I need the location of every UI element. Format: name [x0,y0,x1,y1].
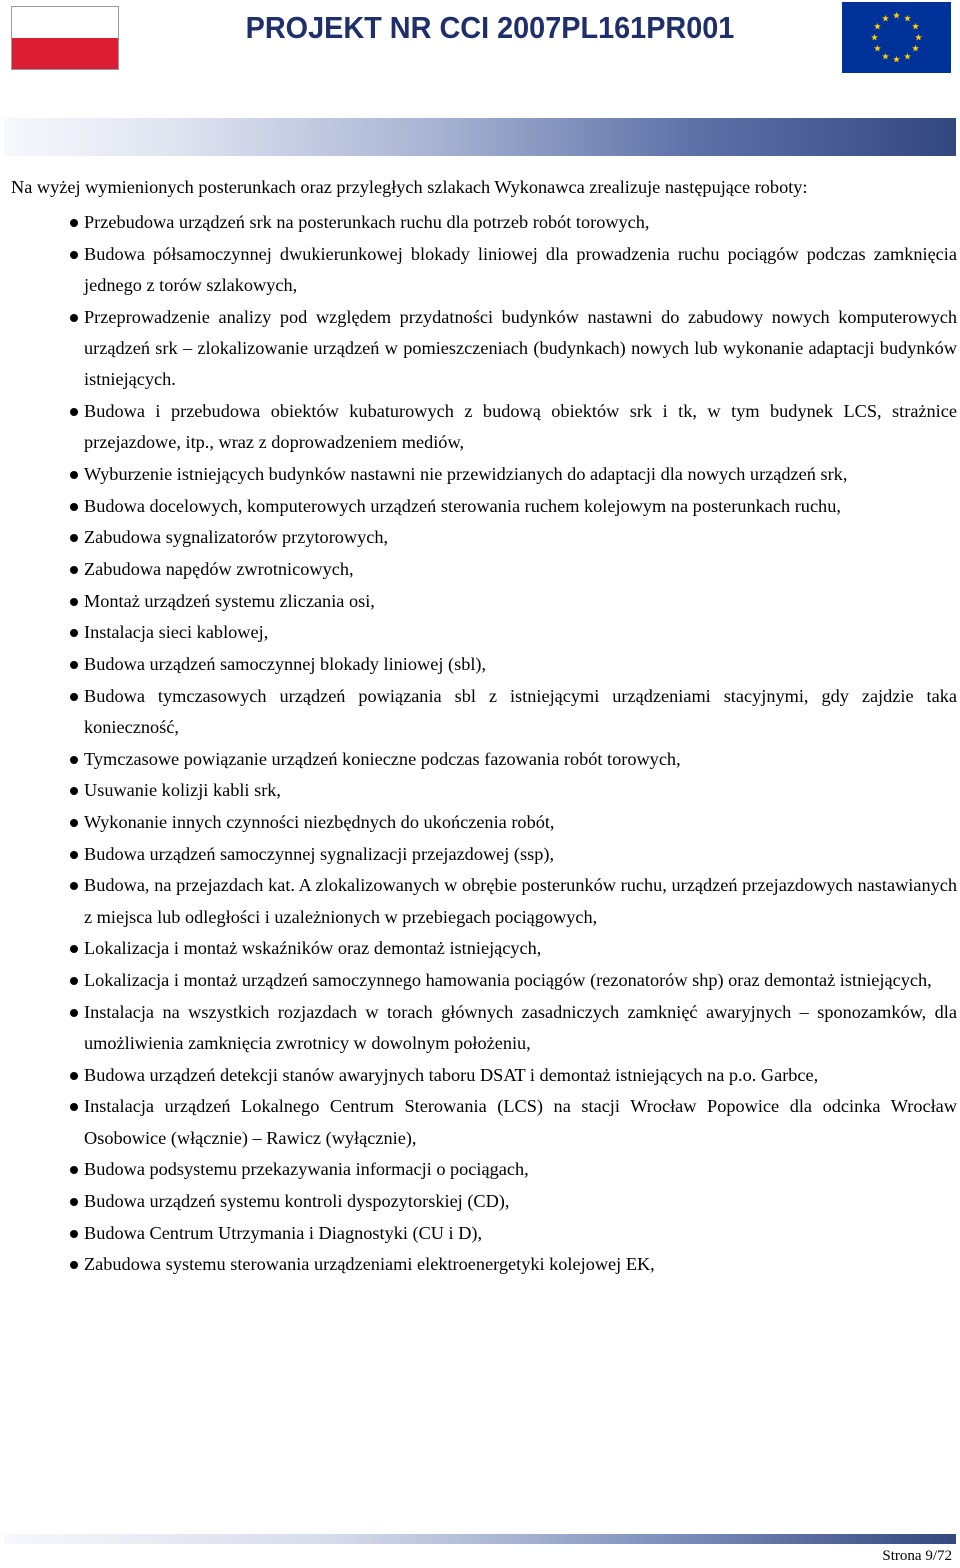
list-item [11,997,957,1059]
list-item-text: Zabudowa napędów zwrotnicowych, [84,558,354,579]
list-item-text: Lokalizacja i montaż urządzeń samoczynnego hamowania pociągów (rezonatorów shp) oraz demontaż istniejących, [84,970,932,991]
list-item-text: Budowa docelowych, komputerowych urządzeń sterowania ruchem kolejowym na posterunkach ruchu, [84,495,841,516]
list-item [11,1060,957,1091]
bullet-icon [70,1009,78,1017]
list-item-text: Instalacja sieci kablowej, [84,622,269,643]
list-item-text: Zabudowa systemu sterowania urządzeniami elektroenergetyki kolejowej EK, [84,1254,655,1275]
list-item [11,744,957,775]
bullet-icon [70,819,78,827]
header-gradient-band [4,118,956,156]
list-item [11,933,957,964]
list-item-text: Budowa tymczasowych urządzeń powiązania sbl z istniejącymi urządzeniami stacyjnymi, gdy zajdzie taka konieczność, [84,685,957,737]
list-item-text: Budowa, na przejazdach kat. A zlokalizowanych w obrębie posterunków ruchu, urządzeń przejazdowych nastawianych z miejsca lub odległości i uzależnionych w przebiegach pociągowych, [84,875,957,927]
bullet-icon [70,598,78,606]
list-item-text: Budowa Centrum Utrzymania i Diagnostyki (CU i D), [84,1222,483,1243]
bullet-icon [70,1103,78,1111]
bullet-icon [70,661,78,669]
list-item [11,586,957,617]
bullet-icon [70,977,78,985]
bullet-icon [70,1230,78,1238]
list-item [11,649,957,680]
list-item-text: Tymczasowe powiązanie urządzeń konieczne podczas fazowania robót torowych, [84,748,681,769]
list-item [11,1154,957,1185]
list-item [11,807,957,838]
list-item-text: Wykonanie innych czynności niezbędnych do ukończenia robót, [84,812,555,833]
bullet-icon [70,471,78,479]
list-item-text: Budowa urządzeń samoczynnej sygnalizacji przejazdowej (ssp), [84,843,555,864]
list-item-text: Budowa urządzeń detekcji stanów awaryjnych taboru DSAT i demontaż istniejących na p.o. Garbce, [84,1064,819,1085]
list-item-text: Zabudowa sygnalizatorów przytorowych, [84,527,389,548]
list-item [11,1186,957,1217]
list-item [11,1249,957,1280]
bullet-icon [70,693,78,701]
list-item [11,775,957,806]
bullet-icon [70,408,78,416]
bullet-icon [70,314,78,322]
bullet-icon [70,629,78,637]
list-item [11,396,957,458]
page-number: Strona 9/72 [882,1548,952,1564]
bullet-icon [70,219,78,227]
list-item-text: Wyburzenie istniejących budynków nastawni nie przewidzianych do adaptacji dla nowych urządzeń srk, [84,463,848,484]
polish-flag-icon [11,6,119,70]
project-title: PROJEKT NR CCI 2007PL161PR001 [245,10,735,45]
bullet-icon [70,1261,78,1269]
eu-flag-icon [842,2,951,73]
list-item [11,459,957,490]
list-item-text: Instalacja na wszystkich rozjazdach w torach głównych zasadniczych zamknięć awaryjnych – sponozamków, dla umożliwienia zamknięcia zwrotnicy w dowolnym położeniu, [84,1001,957,1053]
list-item [11,617,957,648]
list-item [11,870,957,932]
list-item-text: Budowa i przebudowa obiektów kubaturowych z budową obiektów srk i tk, w tym budynek LCS, strażnice przejazdowe, itp., wraz z doprowadzeniem mediów, [84,400,957,453]
list-item-text: Lokalizacja i montaż wskaźników oraz demontaż istniejących, [84,938,542,959]
bullet-icon [70,534,78,542]
list-item [11,491,957,522]
list-item-text: Usuwanie kolizji kabli srk, [84,780,281,801]
list-item-text: Montaż urządzeń systemu zliczania osi, [84,590,375,611]
list-item-text: Budowa urządzeń systemu kontroli dyspozytorskiej (CD), [84,1191,510,1211]
page-header [0,0,960,160]
list-item-text: Budowa podsystemu przekazywania informacji o pociągach, [84,1159,529,1180]
bullet-icon [70,787,78,795]
list-item [11,1218,957,1249]
bullet-icon [70,851,78,859]
list-item-text: Przeprowadzenie analizy pod względem przydatności budynków nastawni do zabudowy nowych komputerowych urządzeń srk – zlokalizowanie urządzeń w pomieszczeniach (budynkach) nowych lub wykonanie adaptacji budynków istniejących. [84,306,957,390]
document-body [11,172,957,1281]
list-item-text: Instalacja urządzeń Lokalnego Centrum Sterowania (LCS) na stacji Wrocław Popowice dla odcinka Wrocław Osobowice (włącznie) – Rawicz (wyłącznie), [84,1096,957,1148]
bullet-icon [70,1198,78,1206]
bullet-icon [70,251,78,259]
bullet-icon [70,566,78,574]
bullet-icon [70,945,78,953]
bullet-icon [70,756,78,764]
intro-paragraph: Na wyżej wymienionych posterunkach oraz przyległych szlakach Wykonawca zrealizuje następujące roboty: [11,177,808,197]
list-item [11,239,957,301]
list-item-text: Przebudowa urządzeń srk na posterunkach ruchu dla potrzeb robót torowych, [84,212,650,233]
works-list [11,207,957,1280]
list-item [11,1091,957,1153]
bullet-icon [70,882,78,890]
list-item [11,302,957,396]
list-item [11,522,957,553]
list-item [11,681,957,743]
list-item [11,207,957,238]
bullet-icon [70,503,78,511]
footer-gradient-line [4,1534,956,1544]
list-item-text: Budowa półsamoczynnej dwukierunkowej blokady liniowej dla prowadzenia ruchu pociągów podczas zamknięcia jednego z torów szlakowych, [84,243,957,296]
list-item [11,554,957,585]
list-item [11,965,957,996]
list-item [11,839,957,870]
bullet-icon [70,1166,78,1174]
list-item-text: Budowa urządzeń samoczynnej blokady liniowej (sbl), [84,654,487,675]
bullet-icon [70,1072,78,1080]
